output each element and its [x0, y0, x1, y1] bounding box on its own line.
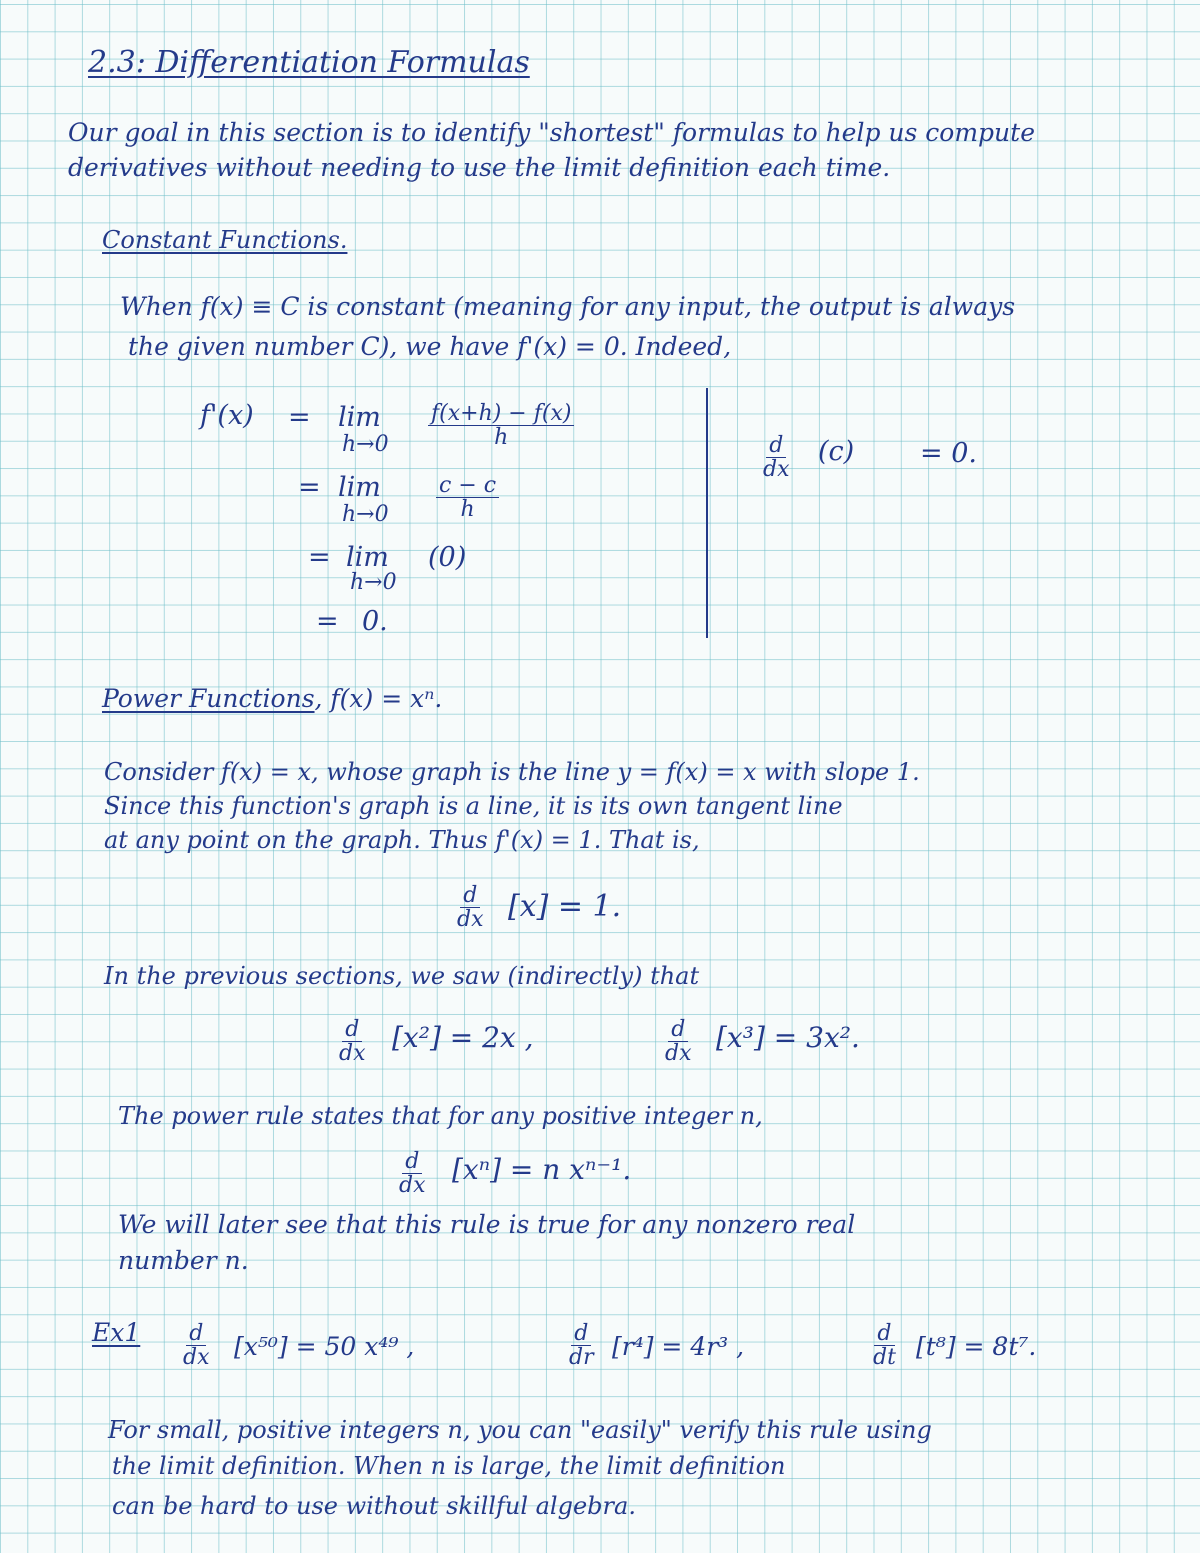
- eq2a-body: [x²] = 2x ,: [392, 1021, 534, 1054]
- power-heading-wrap: [102, 686, 442, 711]
- deriv-step2-num: c − c: [436, 474, 499, 498]
- ex1-deriv: [180, 1322, 213, 1369]
- ex2-d: d: [571, 1322, 591, 1346]
- power-heading-fx: , f(x) = xⁿ.: [314, 684, 443, 713]
- eq2b-dx: dx: [665, 1041, 692, 1067]
- ex3-d: d: [874, 1322, 894, 1346]
- deriv-step1-den: h: [494, 425, 509, 451]
- eq1-dx: dx: [457, 907, 484, 933]
- intro-line-2: derivatives without needing to use the limit definition each time.: [68, 153, 891, 182]
- power-text-1: Consider f(x) = x, whose graph is the line y = f(x) = x with slope 1.: [104, 758, 920, 786]
- constant-text-2: the given number C), we have f'(x) = 0. Indeed,: [128, 332, 732, 361]
- eq2b-deriv: [662, 1018, 695, 1065]
- eq1-body: [x] = 1.: [508, 889, 622, 924]
- eq2a-dx: dx: [339, 1041, 366, 1067]
- ex1-body: [x⁵⁰] = 50 x⁴⁹ ,: [234, 1332, 415, 1361]
- eq1-deriv: [454, 884, 487, 931]
- power-text-2: Since this function's graph is a line, it is its own tangent line: [104, 792, 843, 820]
- deriv-step3: (0): [428, 542, 467, 573]
- deriv-lim-1: lim: [338, 402, 381, 433]
- power-text-5: The power rule states that for any positive integer n,: [118, 1102, 763, 1130]
- closing-line-3: can be hard to use without skillful algebra.: [112, 1492, 636, 1520]
- ex3-deriv: [870, 1322, 899, 1369]
- deriv-sub-1: h→0: [342, 432, 389, 457]
- intro-line-1: Our goal in this section is to identify "shortest" formulas to help us compute: [68, 118, 1036, 147]
- eq2a-d: d: [342, 1018, 362, 1042]
- deriv-lim-3: lim: [346, 542, 389, 573]
- eq2a-deriv: [336, 1018, 369, 1065]
- deriv-step2-frac: [436, 474, 499, 521]
- eq3-dx: dx: [399, 1173, 426, 1199]
- eq1-d: d: [460, 884, 480, 908]
- deriv-step1-num: f(x+h) − f(x): [428, 402, 574, 426]
- deriv-sub-3: h→0: [350, 570, 397, 595]
- eq3-deriv: [396, 1150, 429, 1197]
- ex2-deriv: [566, 1322, 597, 1369]
- deriv-eq-2: =: [298, 472, 321, 503]
- power-text-3: at any point on the graph. Thus f'(x) = 1. That is,: [104, 826, 700, 854]
- ex1-d: d: [186, 1322, 206, 1346]
- power-text-7: number n.: [118, 1246, 249, 1275]
- eq2b-d: d: [668, 1018, 688, 1042]
- constant-heading: Constant Functions.: [102, 226, 348, 254]
- closing-line-2: the limit definition. When n is large, the limit definition: [112, 1452, 786, 1480]
- constant-rule-deriv: [760, 434, 793, 481]
- deriv-eq-1: =: [288, 402, 311, 433]
- deriv-step2-den: h: [460, 497, 475, 523]
- deriv-step4: 0.: [362, 606, 388, 637]
- power-text-4: In the previous sections, we saw (indirectly) that: [104, 962, 700, 990]
- ex3-dt: dt: [873, 1345, 896, 1371]
- example-label: Ex1: [92, 1318, 141, 1347]
- power-heading: Power Functions: [102, 684, 315, 713]
- eq3-d: d: [402, 1150, 422, 1174]
- ex3-body: [t⁸] = 8t⁷.: [916, 1332, 1037, 1361]
- deriv-eq-4: =: [316, 606, 339, 637]
- power-text-6: We will later see that this rule is true for any nonzero real: [118, 1210, 856, 1239]
- eq3-body: [xⁿ] = n xⁿ⁻¹.: [452, 1153, 632, 1186]
- constant-text-1: When f(x) ≡ C is constant (meaning for any input, the output is always: [120, 292, 1016, 321]
- deriv-sub-2: h→0: [342, 502, 389, 527]
- deriv-eq-3: =: [308, 542, 331, 573]
- deriv-lim-2: lim: [338, 472, 381, 503]
- page-title: 2.3: Differentiation Formulas: [88, 45, 530, 80]
- eq2b-body: [x³] = 3x².: [716, 1021, 860, 1054]
- deriv-lhs: f'(x): [200, 400, 254, 431]
- constant-rule-dx: dx: [763, 457, 790, 483]
- divider-line: [706, 388, 708, 638]
- constant-rule-result: = 0.: [920, 438, 977, 469]
- deriv-step1-frac: [428, 402, 574, 449]
- ex2-dr: dr: [569, 1345, 594, 1371]
- constant-rule-d: d: [766, 434, 786, 458]
- ex2-body: [r⁴] = 4r³ ,: [612, 1332, 745, 1361]
- closing-line-1: For small, positive integers n, you can "easily" verify this rule using: [108, 1416, 932, 1444]
- ex1-dx: dx: [183, 1345, 210, 1371]
- constant-rule-expr: (c): [818, 436, 855, 467]
